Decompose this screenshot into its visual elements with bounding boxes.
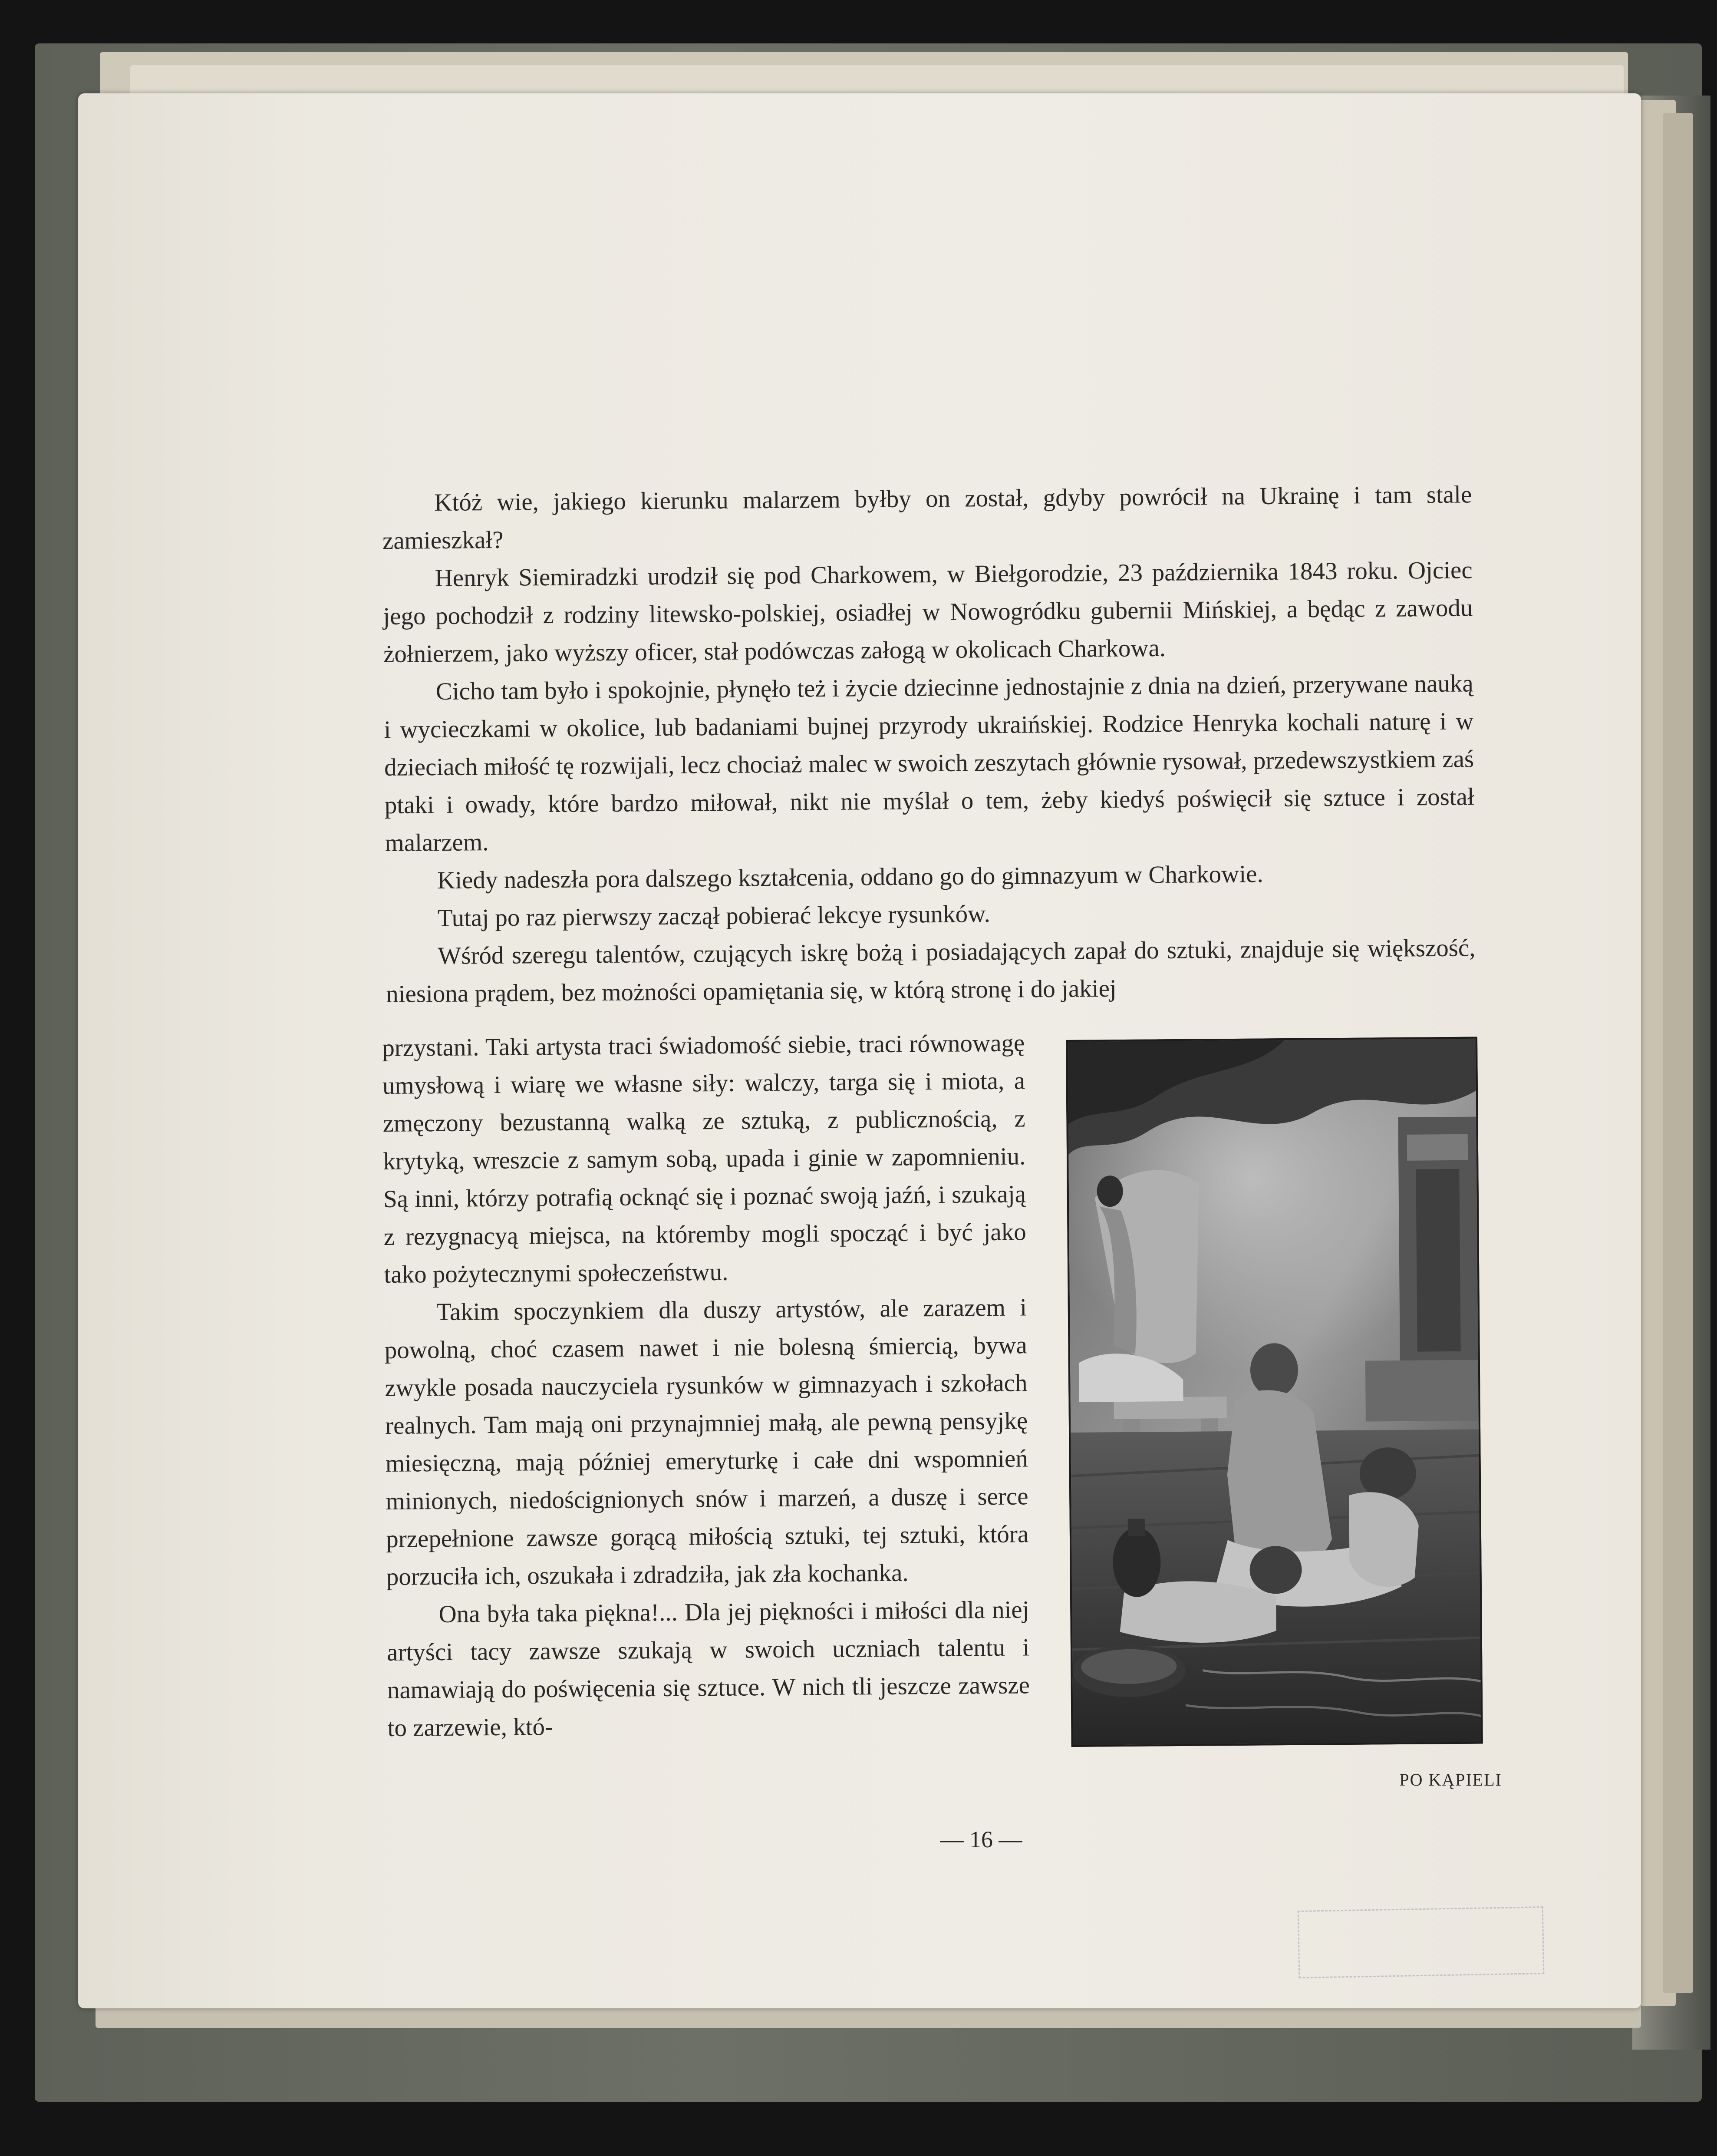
library-stamp-mark (1298, 1906, 1545, 1978)
body-text-beside-figure (382, 1024, 1030, 1747)
paragraph: Któż wie, jakiego kierunku malarzem byłby on został, gdyby powrócił na Ukrainę i tam stale zamieszkał? (382, 481, 1472, 555)
paragraph: Henryk Siemiradzki urodził się pod Charkowem, w Biełgorodzie, 23 października 1843 roku. Ojciec jego pochodził z rodziny litewsko-polskiej, osiadłej w Nowogródku gubernii Mińskiej, a będąc z zawodu żołnierzem, jako wyższy oficer, stał podówczas załogą w okolicach Charkowa. (383, 556, 1473, 668)
illustration-image (1068, 1039, 1481, 1745)
page-stack-right-outer (1663, 113, 1693, 1993)
paragraph: Tutaj po raz pierwszy zaczął pobierać lekcye rysunków. (437, 900, 991, 932)
paragraph: Kiedy nadeszła pora dalszego kształcenia, oddano go do gimnazyum w Charkowie. (437, 860, 1263, 895)
paragraph: Wśród szeregu talentów, czujących iskrę bożą i posiadających zapał do sztuki, znajduje się większość, niesiona prądem, bez możności opamiętania się, w którą stronę i do jakiej (386, 934, 1476, 1008)
book-page (78, 93, 1641, 2008)
page-number: — 16 — (940, 1826, 1022, 1852)
illustration-po-kapieli (1066, 1037, 1483, 1747)
body-text-full-width (382, 475, 1476, 1013)
paragraph: Ona była taka piękna!... Dla jej piękności i miłości dla niej artyści tacy zawsze szukają w swoich uczniach talentu i namawiają do poświęcenia się sztuce. W nich tli jeszcze zawsze to zarzewie, któ- (387, 1596, 1030, 1742)
figure-caption: PO KĄPIELI (1399, 1770, 1502, 1790)
paragraph: Cicho tam było i spokojnie, płynęło też i życie dziecinne jednostajnie z dnia na dzień, przerywane nauką i wycieczkami w okolice, lub badaniami bujnej przyrody ukraińskiej. Rodzice Henryka kochali naturę i w dzieciach miłość tę rozwijali, lecz chociaż malec w swoich zeszytach głównie rysował, przedewszystkiem zaś ptaki i owady, które bardzo miłował, nikt nie myślał o tem, żeby kiedyś poświęcił się sztuce i został malarzem. (384, 670, 1474, 857)
paragraph: przystani. Taki artysta traci świadomość siebie, traci równowagę umysłową i wiarę we własne siły: walczy, targa się i miota, a zmęczony bezustanną walką ze sztuką, z publicznością, z krytyką, wreszcie z samym sobą, upada i ginie w zapomnieniu. Są inni, którzy potrafią ocknąć się i poznać swoją jaźń, i szukają z rezygnacyą miejsca, na któremby mogli spocząć i być jako tako pożytecznymi społeczeństwu. (382, 1029, 1026, 1288)
paragraph: Takim spoczynkiem dla duszy artystów, ale zarazem i powolną, choć czasem nawet i nie bolesną śmiercią, bywa zwykle posada nauczyciela rysunków w gimnazyach i szkołach realnych. Tam mają oni przynajmniej małą, ale pewną pensyjkę miesięczną, mają później emeryturkę i całe dni wspomnień minionych, niedoścignionych snów i marzeń, a duszę i serce przepełnione zawsze gorącą miłością sztuki, tej sztuki, która porzuciła ich, oszukała i zdradziła, jak zła kochanka. (384, 1294, 1029, 1591)
